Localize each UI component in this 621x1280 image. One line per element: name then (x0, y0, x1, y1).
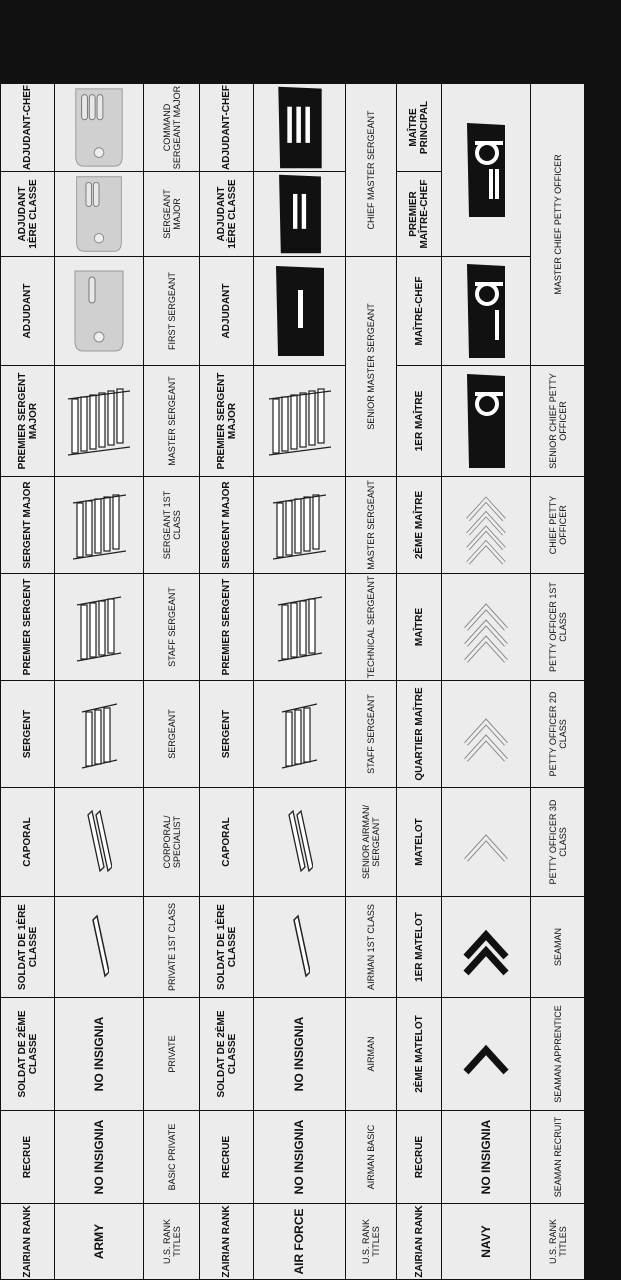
af-zairian-rank: SOLDAT DE 1ÈRE CLASSE (200, 897, 253, 997)
navy-us-title: SENIOR CHIEF PETTY OFFICER (531, 366, 584, 476)
navy-us-title: PETTY OFFICER 2D CLASS (531, 681, 584, 787)
epaulette-icon (73, 267, 125, 355)
army-stripes-icon (73, 587, 125, 667)
navy-board-icon (465, 121, 507, 219)
navy-zairian-rank: MAÎTRE-CHEF (397, 257, 441, 365)
af-stripe-icon (290, 912, 310, 982)
header-rank: SERGENT (1, 681, 54, 787)
army-us-title: STAFF SERGEANT (144, 574, 199, 680)
af-stripes-icon (269, 485, 330, 565)
label-zairian-rank: ZAIRIAN RANK (1, 1204, 54, 1279)
army-insignia (55, 574, 143, 680)
chevron-icon (462, 911, 510, 983)
army-insignia (55, 681, 143, 787)
label-us-rank-titles-navy: U.S. RANK TITLES (531, 1204, 584, 1279)
header-rank: RECRUE (1, 1111, 54, 1203)
navy-us-title: SEAMAN RECRUIT (531, 1111, 584, 1203)
army-us-title: SERGEANT (144, 681, 199, 787)
af-us-title: CHIEF MASTER SERGEANT (346, 84, 396, 256)
army-stripes-icon (78, 694, 121, 774)
af-insignia (254, 366, 345, 476)
navy-zairian-rank: MAÎTRE PRINCIPAL (397, 84, 441, 171)
header-rank: SOLDAT DE 2ÈME CLASSE (1, 998, 54, 1110)
army-us-title: MASTER SERGEANT (144, 366, 199, 476)
army-us-title: SERGEANT MAJOR (144, 172, 199, 256)
navy-insignia (442, 897, 530, 997)
army-us-title: FIRST SERGEANT (144, 257, 199, 365)
navy-zairian-rank: 2ÈME MATELOT (397, 998, 441, 1110)
army-no-insignia-1: NO INSIGNIA (55, 1111, 143, 1203)
label-zairian-rank-navy: ZAIRIAN RANK (397, 1204, 441, 1279)
army-insignia (55, 84, 143, 171)
navy-board-icon (465, 372, 507, 470)
af-zairian-rank: ADJUDANT 1ÈRE CLASSE (200, 172, 253, 256)
header-rank: ADJUDANT-CHEF (1, 84, 54, 171)
shoulder-board-icon (274, 85, 326, 170)
navy-us-title: PETTY OFFICER 3D CLASS (531, 788, 584, 896)
af-us-title: TECHNICAL SERGEANT (346, 574, 396, 680)
af-stripes-icon (278, 694, 321, 774)
af-us-title: MASTER SERGEANT (346, 477, 396, 573)
af-insignia (254, 257, 345, 365)
navy-zairian-rank: PREMIER MAÎTRE-CHEF (397, 172, 441, 256)
navy-no-insignia: NO INSIGNIA (442, 1111, 530, 1203)
label-us-rank-titles-army: U.S. RANK TITLES (144, 1204, 199, 1279)
af-zairian-rank: RECRUE (200, 1111, 253, 1203)
chevron-icon (462, 814, 510, 870)
navy-insignia (442, 788, 530, 896)
navy-insignia (442, 681, 530, 787)
navy-insignia (442, 477, 530, 573)
af-zairian-rank: ADJUDANT (200, 257, 253, 365)
army-us-title: SERGEANT 1ST CLASS (144, 477, 199, 573)
header-rank: SERGENT MAJOR (1, 477, 54, 573)
header-rank: ADJUDANT 1ÈRE CLASSE (1, 172, 54, 256)
af-insignia (254, 897, 345, 997)
army-stripes-icon (69, 485, 130, 565)
navy-zairian-rank: MATELOT (397, 788, 441, 896)
af-stripes-icon (265, 381, 335, 461)
af-zairian-rank: SERGENT (200, 681, 253, 787)
af-insignia (254, 172, 345, 256)
army-us-title: PRIVATE (144, 998, 199, 1110)
army-stripes-icon (64, 381, 134, 461)
army-insignia (55, 172, 143, 256)
af-insignia (254, 84, 345, 171)
af-no-insignia-2: NO INSIGNIA (254, 998, 345, 1110)
army-insignia (55, 366, 143, 476)
navy-zairian-rank: 1ER MATELOT (397, 897, 441, 997)
chevron-icon (462, 698, 510, 770)
epaulette-icon (73, 173, 125, 255)
header-rank: SOLDAT DE 1ÈRE CLASSE (1, 897, 54, 997)
header-rank: PREMIER SERGENT (1, 574, 54, 680)
af-insignia (254, 574, 345, 680)
navy-zairian-rank: MAÎTRE (397, 574, 441, 680)
af-zairian-rank: ADJUDANT-CHEF (200, 84, 253, 171)
army-insignia (55, 897, 143, 997)
shoulder-board-icon (274, 173, 326, 255)
navy-us-title: CHIEF PETTY OFFICER (531, 477, 584, 573)
navy-us-title: MASTER CHIEF PETTY OFFICER (531, 84, 584, 365)
army-insignia (55, 477, 143, 573)
header-rank: ADJUDANT (1, 257, 54, 365)
chevron-icon (462, 583, 510, 671)
navy-insignia (442, 257, 530, 365)
army-us-title: PRIVATE 1ST CLASS (144, 897, 199, 997)
chevron-icon (462, 1026, 510, 1082)
af-us-title: AIRMAN (346, 998, 396, 1110)
navy-insignia (442, 574, 530, 680)
af-zairian-rank: SERGENT MAJOR (200, 477, 253, 573)
label-navy: NAVY (442, 1204, 530, 1279)
af-us-title: SENIOR MASTER SERGEANT (346, 257, 396, 476)
af-zairian-rank: SOLDAT DE 2ÈME CLASSE (200, 998, 253, 1110)
navy-us-title: SEAMAN APPRENTICE (531, 998, 584, 1110)
navy-us-title: SEAMAN (531, 897, 584, 997)
af-no-insignia-1: NO INSIGNIA (254, 1111, 345, 1203)
army-insignia (55, 788, 143, 896)
army-no-insignia-2: NO INSIGNIA (55, 998, 143, 1110)
army-us-title: BASIC PRIVATE (144, 1111, 199, 1203)
epaulette-icon (73, 85, 125, 170)
af-zairian-rank: PREMIER SERGENT MAJOR (200, 366, 253, 476)
label-zairian-rank-af: ZAIRIAN RANK (200, 1204, 253, 1279)
navy-zairian-rank: QUARTIER MAÎTRE (397, 681, 441, 787)
chevron-icon (462, 478, 510, 572)
navy-zairian-rank: 2ÈME MAÎTRE (397, 477, 441, 573)
af-us-title: STAFF SERGEANT (346, 681, 396, 787)
af-insignia (254, 681, 345, 787)
header-rank: CAPORAL (1, 788, 54, 896)
army-stripe-icon (89, 912, 109, 982)
navy-insignia (442, 84, 530, 256)
af-insignia (254, 477, 345, 573)
navy-board-icon (465, 262, 507, 360)
af-us-title: SENIOR AIRMAN/ SERGEANT (346, 788, 396, 896)
navy-zairian-rank: RECRUE (397, 1111, 441, 1203)
army-stripes-icon (86, 807, 112, 877)
navy-zairian-rank: 1ER MAÎTRE (397, 366, 441, 476)
label-us-rank-titles-af: U.S. RANK TITLES (346, 1204, 396, 1279)
af-us-title: AIRMAN BASIC (346, 1111, 396, 1203)
navy-insignia (442, 998, 530, 1110)
af-stripes-icon (274, 587, 326, 667)
af-stripes-icon (287, 807, 313, 877)
navy-us-title: PETTY OFFICER 1ST CLASS (531, 574, 584, 680)
navy-insignia (442, 366, 530, 476)
af-us-title: AIRMAN 1ST CLASS (346, 897, 396, 997)
shoulder-board-icon (274, 264, 326, 358)
label-air-force: AIR FORCE (254, 1204, 345, 1279)
army-us-title: COMMAND SERGEANT MAJOR (144, 84, 199, 171)
header-rank: PREMIER SERGENT MAJOR (1, 366, 54, 476)
af-zairian-rank: CAPORAL (200, 788, 253, 896)
label-army: ARMY (55, 1204, 143, 1279)
af-zairian-rank: PREMIER SERGENT (200, 574, 253, 680)
army-insignia (55, 257, 143, 365)
army-us-title: CORPORAL/ SPECIALIST (144, 788, 199, 896)
af-insignia (254, 788, 345, 896)
